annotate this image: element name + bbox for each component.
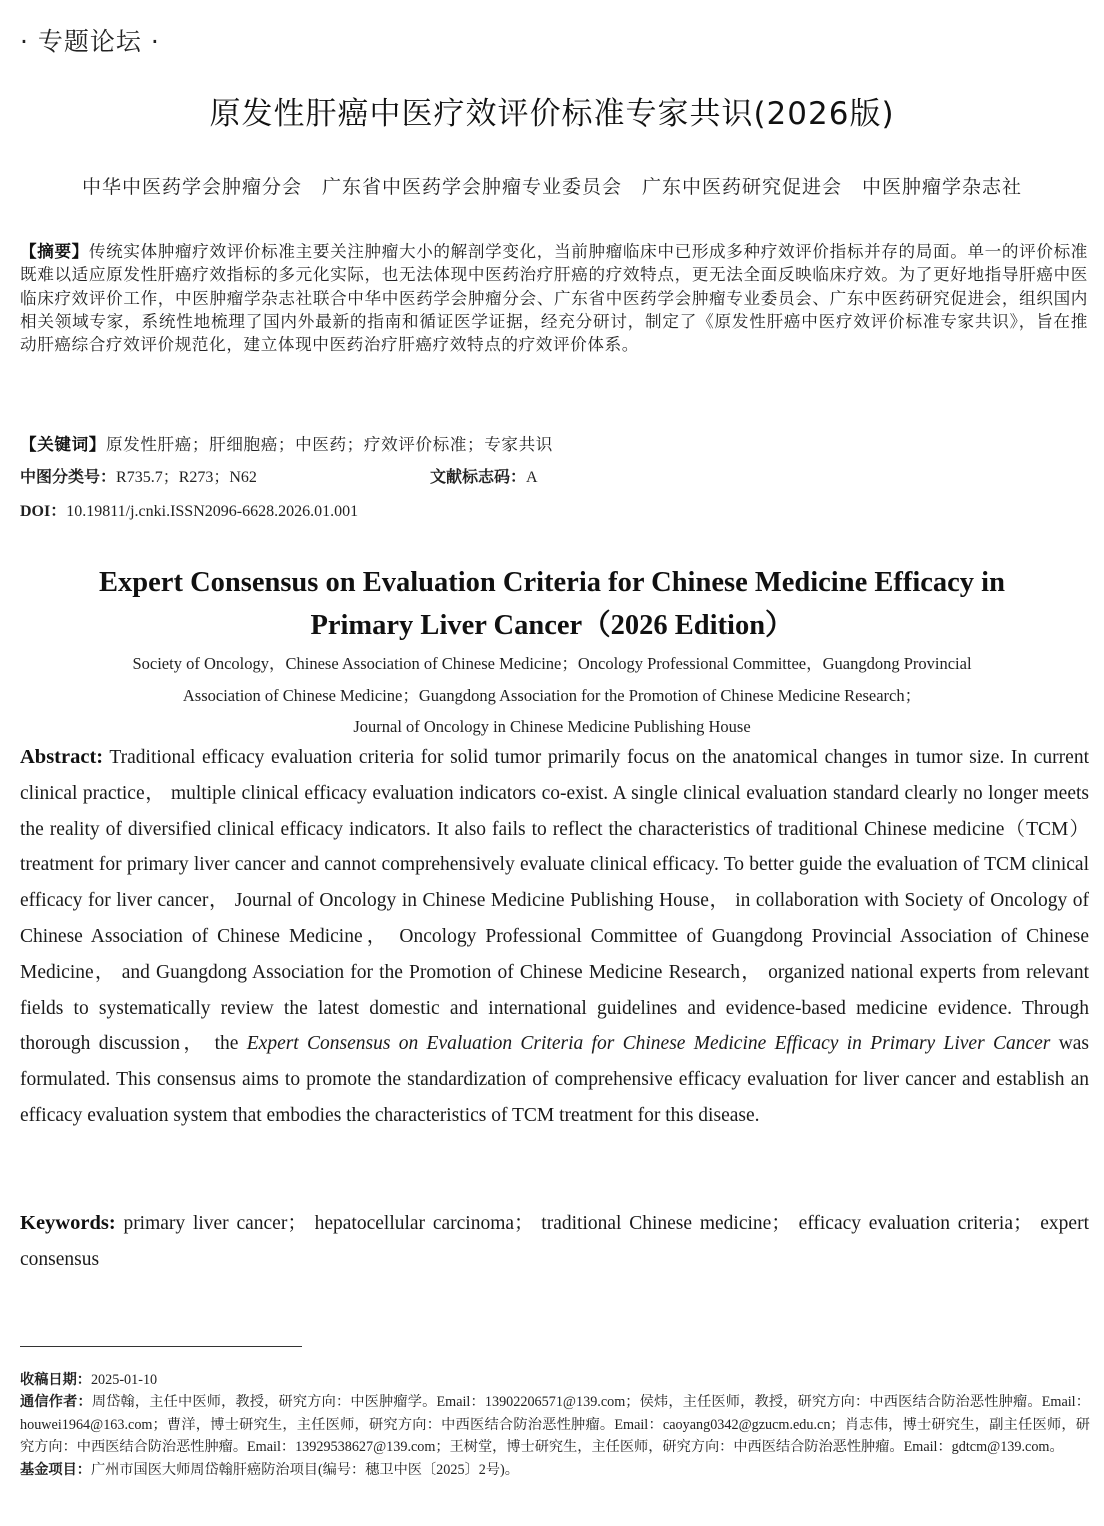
english-authors-line-3: Journal of Oncology in Chinese Medicine Publishing House <box>353 717 751 736</box>
corresponding-authors-value: 周岱翰，主任中医师，教授，研究方向：中医肿瘤学。Email：13902206571@139.com；侯炜，主任医师，教授，研究方向：中西医结合防治恶性肿瘤。Email：houwei1964@163.com；曹洋，博士研究生，主任医师，研究方向：中西医结合防治恶性肿瘤。Email：caoyang0342@gzucm.edu.cn；肖志伟，博士研究生，副主任医师，研究方向：中西医结合防治恶性肿瘤。Email：13929538627@139.com；王树堂，博士研究生，主任医师，研究方向：中西医结合防治恶性肿瘤。Email：gdtcm@139.com。 <box>20 1394 1090 1456</box>
chinese-authors: 中华中医药学会肿瘤分会 广东省中医药学会肿瘤专业委员会 广东中医药研究促进会 中医肿瘤学杂志社 <box>81 177 1022 198</box>
chinese-abstract-text: 传统实体肿瘤疗效评价标准主要关注肿瘤大小的解剖学变化，当前肿瘤临床中已形成多种疗效评价指标并存的局面。单一的评价标准既难以适应原发性肝癌疗效指标的多元化实际，也无法体现中医药治疗肝癌的疗效特点，更无法全面反映临床疗效。为了更好地指导肝癌中医临床疗效评价工作，中医肿瘤学杂志社联合中华中医药学会肿瘤分会、广东省中医药学会肿瘤专业委员会、广东中医药研究促进会，组织国内相关领域专家，系统性地梳理了国内外最新的指南和循证医学证据，经充分研讨，制定了《原发性肝癌中医疗效评价标准专家共识》，旨在推动肝癌综合疗效评价规范化，建立体现中医药治疗肝癌疗效特点的疗效评价体系。 <box>20 242 1088 355</box>
corresponding-authors <box>20 1391 1090 1458</box>
chinese-keywords <box>20 431 1088 455</box>
fund-project <box>20 1459 1090 1481</box>
english-keywords-label: Keywords: <box>20 1212 116 1234</box>
received-date <box>20 1369 1090 1391</box>
classification-line <box>20 464 1088 487</box>
fund-project-label: 基金项目： <box>20 1461 91 1478</box>
chinese-title: 原发性肝癌中医疗效评价标准专家共识(2026版) <box>209 96 895 132</box>
column-tag: · 专题论坛 · <box>20 27 160 56</box>
chinese-abstract-label: 【摘要】 <box>20 242 89 261</box>
document-code-value: A <box>526 469 538 486</box>
english-abstract-consensus-title: Expert Consensus on Evaluation Criteria for Chinese Medicine Efficacy in Primary Liver Cancer <box>246 1033 1051 1055</box>
received-date-value: 2025-01-10 <box>90 1372 158 1388</box>
english-abstract <box>20 740 1089 1134</box>
chinese-keywords-label: 【关键词】 <box>20 435 106 454</box>
english-keywords-text: primary liver cancer； hepatocellular carcinoma； traditional Chinese medicine； efficacy evaluation criteria； expert consensus <box>20 1213 1089 1270</box>
document-code-label: 文献标志码： <box>430 469 527 486</box>
english-title <box>0 561 1104 647</box>
corresponding-authors-label: 通信作者： <box>20 1394 92 1411</box>
fund-project-value: 广州市国医大师周岱翰肝癌防治项目(编号：穗卫中医〔2025〕2号)。 <box>90 1461 519 1478</box>
classification-label: 中图分类号： <box>20 469 117 486</box>
english-title-line-1: Expert Consensus on Evaluation Criteria for Chinese Medicine Efficacy in <box>99 567 1005 598</box>
doi-value: 10.19811/j.cnki.ISSN2096-6628.2026.01.001 <box>66 503 359 520</box>
english-authors <box>40 648 1064 743</box>
english-authors-line-1: Society of Oncology，Chinese Association of Chinese Medicine；Oncology Professional Committee，Guangdong Provincial <box>132 654 972 673</box>
english-keywords <box>20 1206 1089 1278</box>
doi-label: DOI： <box>20 503 67 520</box>
footnotes <box>20 1369 1090 1481</box>
doi-line <box>20 498 1088 521</box>
chinese-keywords-text: 原发性肝癌；肝细胞癌；中医药；疗效评价标准；专家共识 <box>105 435 554 454</box>
document-code <box>430 464 538 487</box>
chinese-abstract <box>20 240 1088 356</box>
received-date-label: 收稿日期： <box>20 1372 91 1388</box>
english-abstract-text-1: Traditional efficacy evaluation criteria for solid tumor primarily focus on the anatomical changes in tumor size. In current clinical practice， multiple clinical efficacy evaluation indicators co-exist. A single clinical evaluation standard clearly no longer meets the reality of diversified clinical efficacy indicators. It also fails to reflect the characteristics of traditional Chinese medicine（TCM）treatment for primary liver cancer and cannot comprehensively evaluate clinical efficacy. To better guide the evaluation of TCM clinical efficacy for liver cancer， Journal of Oncology in Chinese Medicine Publishing House， in collaboration with Society of Oncology of Chinese Association of Chinese Medicine， Oncology Professional Committee of Guangdong Provincial Association of Chinese Medicine， and Guangdong Association for the Promotion of Chinese Medicine Research， organized national experts from relevant fields to systematically review the latest domestic and international guidelines and evidence-based medicine evidence. Through thorough discussion， the <box>20 747 1089 1055</box>
english-authors-line-2: Association of Chinese Medicine；Guangdong Association for the Promotion of Chinese Medicine Research； <box>182 685 922 705</box>
footnote-divider <box>20 1346 302 1347</box>
english-abstract-label: Abstract: <box>20 746 104 768</box>
english-abstract-text-2: was formulated. This consensus aims to promote the standardization of comprehensive efficacy evaluation for liver cancer and establish an efficacy evaluation system that embodies the characteristics of TCM treatment for this disease. <box>20 1033 1090 1126</box>
english-title-line-2: Primary Liver Cancer（2026 Edition） <box>310 610 794 641</box>
classification-value: R735.7；R273；N62 <box>116 469 257 486</box>
